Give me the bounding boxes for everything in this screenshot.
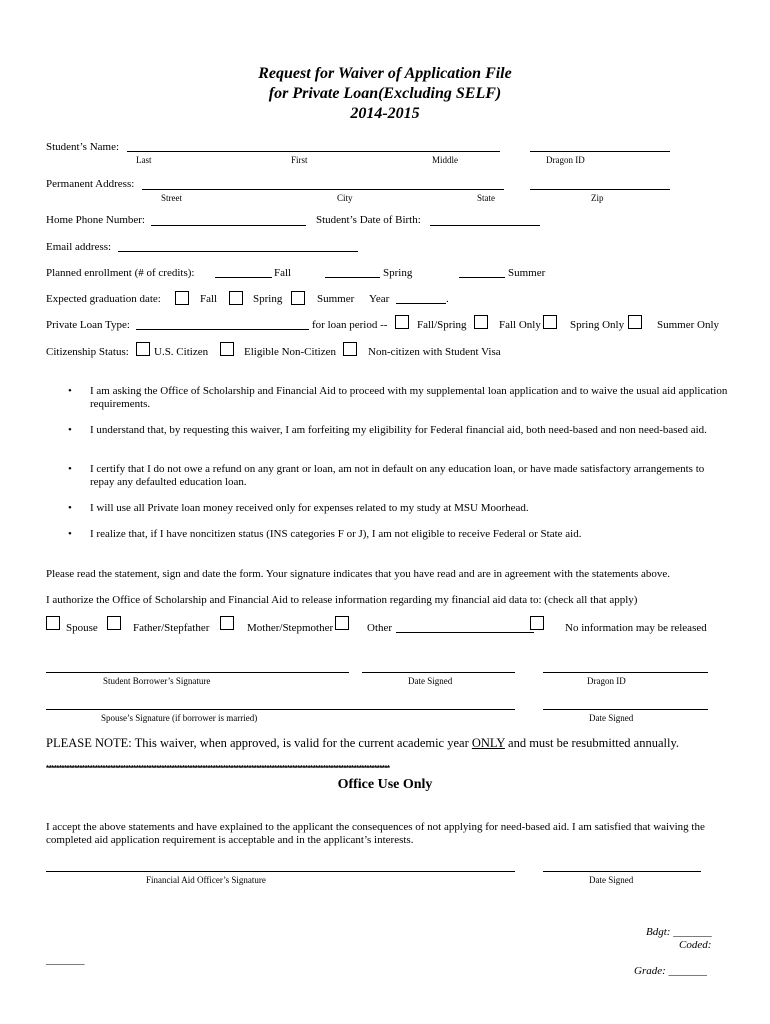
no-release-checkbox[interactable] bbox=[530, 616, 544, 630]
spouse-date-label: Date Signed bbox=[589, 713, 634, 723]
sub-label-dragon-id: Dragon ID bbox=[546, 155, 585, 165]
bullet-symbol: • bbox=[68, 502, 72, 514]
officer-signature-label: Financial Aid Officer’s Signature bbox=[146, 875, 266, 885]
other-field[interactable] bbox=[396, 632, 534, 633]
bullet-item: I am asking the Office of Scholarship and Financial Aid to proceed with my supplemental loan application and to waive the usual aid application requirements. bbox=[90, 385, 728, 410]
spouse-checkbox[interactable] bbox=[46, 616, 60, 630]
enrollment-fall: Fall bbox=[274, 267, 292, 279]
address-label: Permanent Address: bbox=[46, 178, 135, 190]
spouse-date-field[interactable] bbox=[543, 709, 708, 710]
note-suffix: and must be resubmitted annually. bbox=[504, 736, 680, 750]
enrollment-spring: Spring bbox=[383, 267, 413, 279]
sub-label-zip: Zip bbox=[591, 193, 604, 203]
office-statement: I accept the above statements and have explained to the applicant the consequences of not applying for need-based aid. I am satisfied that waiving the completed aid application requirement is acceptable and in the applicant’s interests. bbox=[46, 821, 705, 846]
mother-checkbox[interactable] bbox=[220, 616, 234, 630]
father-label: Father/Stepfather bbox=[133, 622, 210, 634]
graduation-label: Expected graduation date: bbox=[46, 293, 161, 305]
citizenship-label: Citizenship Status: bbox=[46, 346, 129, 358]
graduation-fall-label: Fall bbox=[200, 293, 218, 305]
fall-only-checkbox[interactable] bbox=[474, 315, 488, 329]
loan-type-field[interactable] bbox=[136, 329, 309, 330]
sub-label-first: First bbox=[291, 155, 308, 165]
graduation-period: . bbox=[446, 293, 449, 305]
spring-only-checkbox[interactable] bbox=[543, 315, 557, 329]
other-label: Other bbox=[367, 622, 393, 634]
dragon-id-field[interactable] bbox=[530, 151, 670, 152]
officer-date-label: Date Signed bbox=[589, 875, 634, 885]
bullet-symbol: • bbox=[68, 424, 72, 436]
bullet-symbol: • bbox=[68, 463, 72, 475]
officer-date-field[interactable] bbox=[543, 871, 701, 872]
borrower-dragon-id-label: Dragon ID bbox=[587, 676, 626, 686]
authorize-text: I authorize the Office of Scholarship and Financial Aid to release information regarding my financial aid data to: (check all that apply) bbox=[46, 594, 638, 606]
officer-signature-field[interactable] bbox=[46, 871, 515, 872]
form-title-line2: for Private Loan(Excluding SELF) bbox=[268, 85, 502, 102]
fall-spring-checkbox[interactable] bbox=[395, 315, 409, 329]
home-phone-field[interactable] bbox=[151, 225, 306, 226]
dob-label: Student’s Date of Birth: bbox=[316, 214, 421, 226]
bullet-symbol: • bbox=[68, 385, 72, 397]
mother-label: Mother/Stepmother bbox=[247, 622, 334, 634]
sub-label-street: Street bbox=[161, 193, 182, 203]
form-title-line1: Request for Waiver of Application File bbox=[258, 65, 512, 82]
fall-only-label: Fall Only bbox=[499, 319, 541, 331]
loan-period-label: for loan period -- bbox=[312, 319, 388, 331]
borrower-signature-field[interactable] bbox=[46, 672, 349, 673]
bullet-item: I understand that, by requesting this waiver, I am forfeiting my eligibility for Federal financial aid, both need-based and non need-based aid. bbox=[90, 424, 707, 436]
father-checkbox[interactable] bbox=[107, 616, 121, 630]
other-checkbox[interactable] bbox=[335, 616, 349, 630]
email-field[interactable] bbox=[118, 251, 358, 252]
stars-divider: ************************************************************************************************************************************** bbox=[46, 764, 390, 773]
bullet-item: I will use all Private loan money received only for expenses related to my study at MSU Moorhead. bbox=[90, 502, 529, 514]
graduation-year-field[interactable] bbox=[396, 303, 446, 304]
grade-field: Grade: _______ bbox=[634, 965, 708, 977]
please-note bbox=[46, 736, 679, 751]
note-only: ONLY bbox=[471, 736, 505, 750]
enrollment-label: Planned enrollment (# of credits): bbox=[46, 267, 195, 279]
fall-spring-label: Fall/Spring bbox=[417, 319, 467, 331]
address-field[interactable] bbox=[142, 189, 504, 190]
spring-credits-field[interactable] bbox=[325, 277, 380, 278]
statement-text: Please read the statement, sign and date the form. Your signature indicates that you have read and are in agreement with the statements above. bbox=[46, 568, 671, 580]
us-citizen-label: U.S. Citizen bbox=[154, 346, 209, 358]
graduation-summer-label: Summer bbox=[317, 293, 355, 305]
note-prefix: PLEASE NOTE: This waiver, when approved, is valid for the current academic year bbox=[46, 736, 472, 750]
bullet-item: I certify that I do not owe a refund on any grant or loan, am not in default on any education loan, or have made satisfactory arrangements to repay any defaulted education loan. bbox=[90, 463, 705, 488]
sub-label-last: Last bbox=[136, 155, 152, 165]
graduation-spring-label: Spring bbox=[253, 293, 283, 305]
spouse-signature-label: Spouse’s Signature (if borrower is married) bbox=[101, 713, 258, 723]
summer-credits-field[interactable] bbox=[459, 277, 505, 278]
sub-label-city: City bbox=[337, 193, 353, 203]
bullet-item: I realize that, if I have noncitizen status (INS categories F or J), I am not eligible to receive Federal or State aid. bbox=[90, 528, 582, 540]
noncitizen-visa-checkbox[interactable] bbox=[343, 342, 357, 356]
budget-field: Bdgt: _______ bbox=[646, 926, 712, 938]
bullet-symbol: • bbox=[68, 528, 72, 540]
eligible-noncitizen-label: Eligible Non-Citizen bbox=[244, 346, 336, 358]
spring-only-label: Spring Only bbox=[570, 319, 625, 331]
bottom-left-line: _______ bbox=[46, 954, 85, 966]
summer-only-label: Summer Only bbox=[657, 319, 720, 331]
borrower-date-field[interactable] bbox=[362, 672, 515, 673]
loan-type-label: Private Loan Type: bbox=[46, 319, 130, 331]
eligible-noncitizen-checkbox[interactable] bbox=[220, 342, 234, 356]
student-name-label: Student’s Name: bbox=[46, 141, 120, 153]
fall-credits-field[interactable] bbox=[215, 277, 272, 278]
sub-label-middle: Middle bbox=[432, 155, 458, 165]
spouse-label: Spouse bbox=[66, 622, 98, 634]
graduation-year-label: Year bbox=[369, 293, 390, 305]
borrower-dragon-id-field[interactable] bbox=[543, 672, 708, 673]
email-label: Email address: bbox=[46, 241, 112, 253]
office-use-heading: Office Use Only bbox=[337, 777, 433, 792]
coded-field: Coded: bbox=[679, 939, 712, 951]
noncitizen-visa-label: Non-citizen with Student Visa bbox=[368, 346, 501, 358]
no-release-label: No information may be released bbox=[565, 622, 707, 634]
graduation-fall-checkbox[interactable] bbox=[175, 291, 189, 305]
zip-field[interactable] bbox=[530, 189, 670, 190]
student-name-field[interactable] bbox=[127, 151, 500, 152]
dob-field[interactable] bbox=[430, 225, 540, 226]
borrower-date-label: Date Signed bbox=[408, 676, 453, 686]
enrollment-summer: Summer bbox=[508, 267, 546, 279]
graduation-spring-checkbox[interactable] bbox=[229, 291, 243, 305]
graduation-summer-checkbox[interactable] bbox=[291, 291, 305, 305]
home-phone-label: Home Phone Number: bbox=[46, 214, 145, 226]
summer-only-checkbox[interactable] bbox=[628, 315, 642, 329]
spouse-signature-field[interactable] bbox=[46, 709, 515, 710]
borrower-signature-label: Student Borrower’s Signature bbox=[103, 676, 211, 686]
us-citizen-checkbox[interactable] bbox=[136, 342, 150, 356]
sub-label-state: State bbox=[477, 193, 495, 203]
form-title-year: 2014-2015 bbox=[350, 105, 420, 122]
